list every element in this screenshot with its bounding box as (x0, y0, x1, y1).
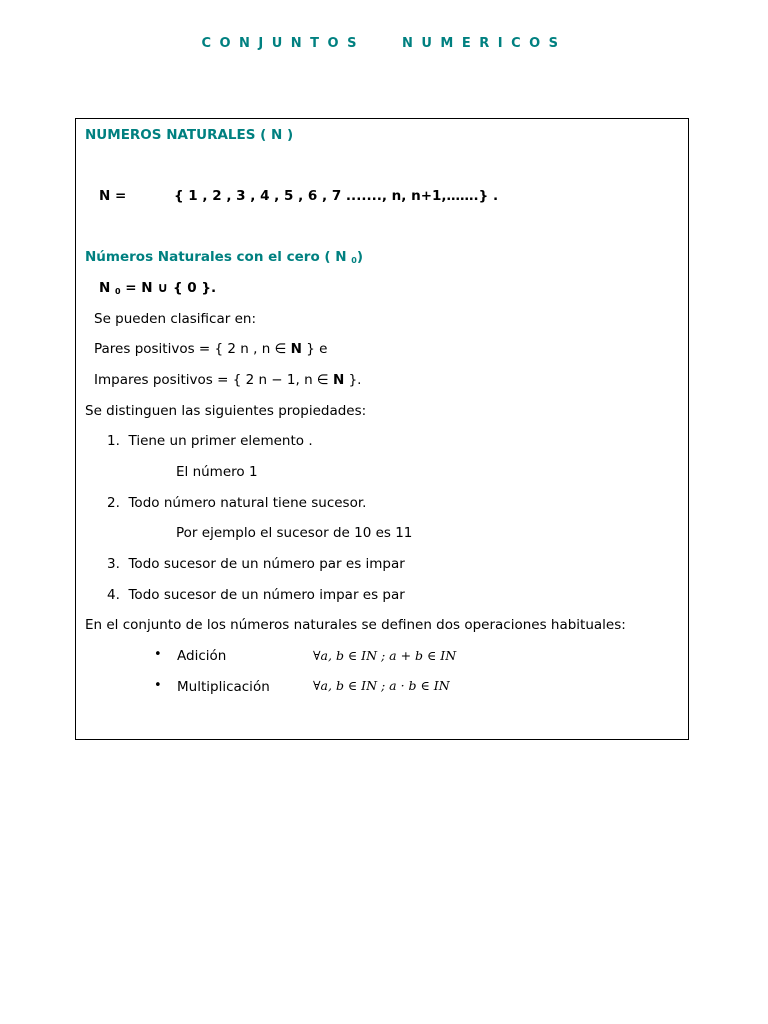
clasificar-text: Se pueden clasificar en: (94, 311, 256, 327)
con-cero-definition: N 0 = N ∪ { 0 }. (99, 280, 217, 296)
bullet-icon: • (154, 647, 162, 662)
operation-multiplicacion-formula: ∀a, b ∈ IN ; a · b ∈ IN (313, 678, 450, 693)
property-1-detail: El número 1 (176, 464, 258, 480)
operaciones-intro: En el conjunto de los números naturales se definen dos operaciones habituales: (85, 617, 626, 633)
pares-positivos: Pares positivos = { 2 n , n ∈ N } e (94, 341, 328, 357)
operation-adicion-formula: ∀a, b ∈ IN ; a + b ∈ IN (313, 648, 457, 663)
operation-adicion-name: Adición (177, 648, 227, 664)
property-4: 4. Todo sucesor de un número impar es par (107, 587, 405, 603)
con-cero-heading: Números Naturales con el cero ( N 0) (85, 249, 364, 265)
naturales-definition-set: { 1 , 2 , 3 , 4 , 5 , 6 , 7 ......., n, n+1,…….} . (174, 188, 499, 204)
naturales-definition-lhs: N = (99, 188, 127, 204)
operation-multiplicacion-name: Multiplicación (177, 679, 270, 695)
document-title: CONJUNTOS NUMERICOS (201, 36, 567, 51)
impares-positivos: Impares positivos = { 2 n − 1, n ∈ N }. (94, 372, 362, 388)
bullet-icon: • (154, 678, 162, 693)
property-3: 3. Todo sucesor de un número par es impar (107, 556, 405, 572)
property-2: 2. Todo número natural tiene sucesor. (107, 495, 367, 511)
naturales-heading: NUMEROS NATURALES ( N ) (85, 127, 294, 143)
propiedades-intro: Se distinguen las siguientes propiedades: (85, 403, 367, 419)
property-2-detail: Por ejemplo el sucesor de 10 es 11 (176, 525, 413, 541)
content-box (75, 118, 689, 740)
property-1: 1. Tiene un primer elemento . (107, 433, 313, 449)
